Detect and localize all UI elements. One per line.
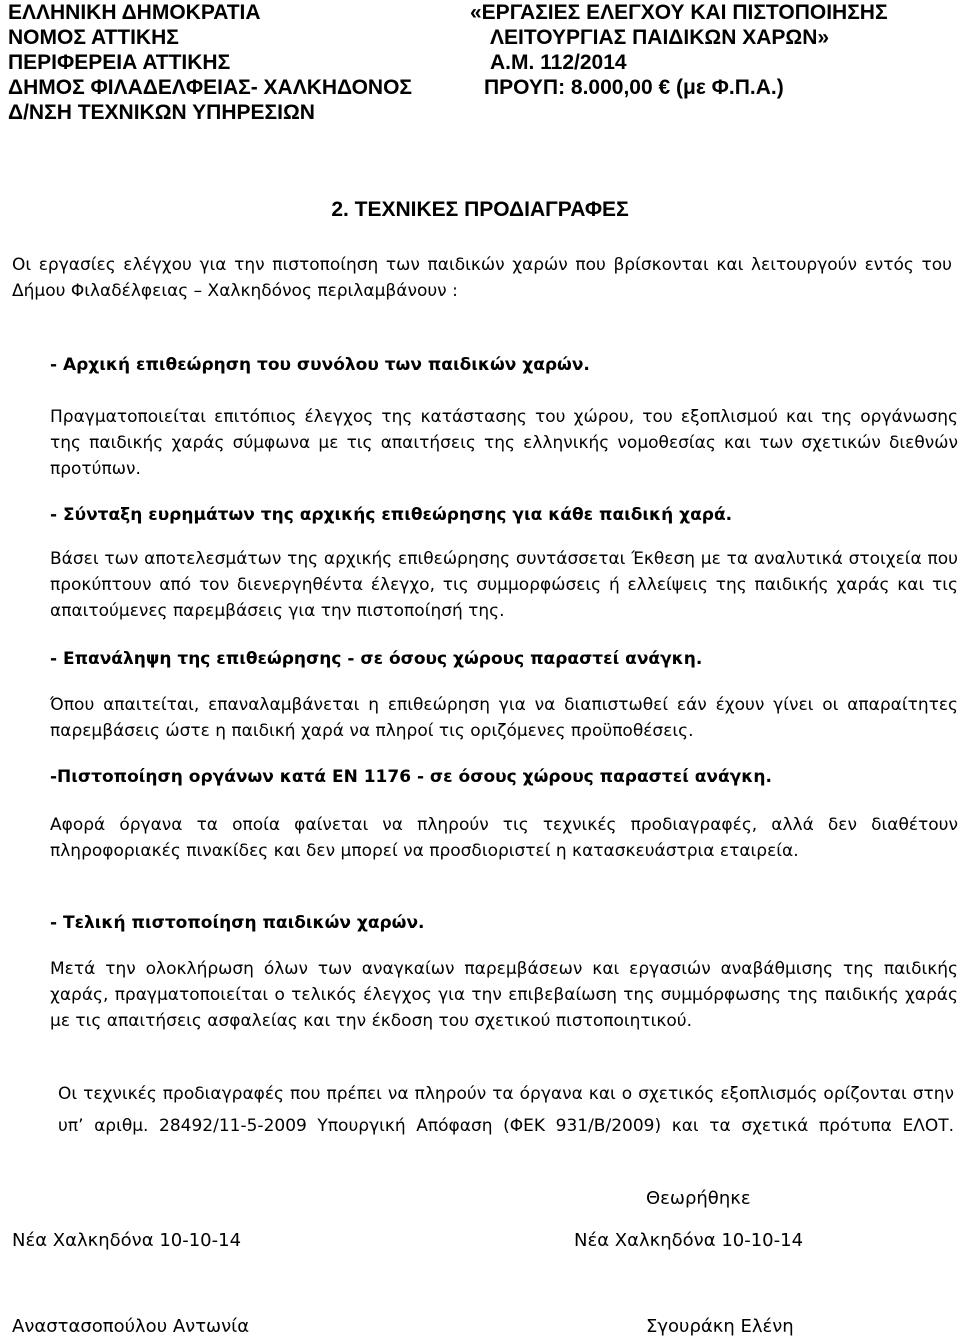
project-title-line-1: «ΕΡΓΑΣΙΕΣ ΕΛΕΓΧΟΥ ΚΑΙ ΠΙΣΤΟΠΟΙΗΣΗΣ (470, 1, 888, 24)
left-signature-date: Νέα Χαλκηδόνα 10-10-14 (12, 1230, 242, 1251)
issuer-block (8, 0, 412, 125)
item-heading: - Σύνταξη ευρημάτων της αρχικής επιθεώρησης για κάθε παιδική χαρά. (50, 505, 733, 525)
item-heading: - Τελική πιστοποίηση παιδικών χαρών. (50, 913, 425, 933)
municipality-line: ΔΗΜΟΣ ΦΙΛΑΔΕΛΦΕΙΑΣ- ΧΑΛΚΗΔΟΝΟΣ (8, 76, 413, 99)
right-signatory-name: Σγουράκη Ελένη (646, 1316, 794, 1337)
item-heading: - Επανάληψη της επιθεώρησης - σε όσους χώρους παραστεί ανάγκη. (50, 649, 703, 669)
left-signatory-name: Αναστασοπούλου Αντωνία (12, 1316, 250, 1337)
item-heading: -Πιστοποίηση οργάνων κατά ΕΝ 1176 - σε όσους χώρους παραστεί ανάγκη. (50, 767, 772, 787)
section-title: 2. ΤΕΧΝΙΚΕΣ ΠΡΟΔΙΑΓΡΑΦΕΣ (331, 198, 629, 221)
item-paragraph: Πραγματοποιείται επιτόπιος έλεγχος της κατάστασης του χώρου, του εξοπλισμού και της οργάνωσης της παιδικής χαράς σύμφωνα με τις απαιτήσεις της ελληνικής νομοθεσίας και των σχετικών διεθνών προτύπων. (50, 407, 958, 479)
project-number: Α.Μ. 112/2014 (490, 51, 627, 74)
closing-paragraph: Οι τεχνικές προδιαγραφές που πρέπει να πληρούν τα όργανα και ο σχετικός εξοπλισμός ορίζονται στην υπ’ αριθμ. 28492/11-5-2009 Υπουργική Απόφαση (ΦΕΚ 931/Β/2009) και τα σχετικά πρότυπα ΕΛΟΤ. (58, 1084, 954, 1136)
country-line: ΕΛΛΗΝΙΚΗ ΔΗΜΟΚΡΑΤΙΑ (8, 1, 261, 24)
prefecture-line: ΝΟΜΟΣ ΑΤΤΙΚΗΣ (8, 26, 179, 49)
item-paragraph: Αφορά όργανα τα οποία φαίνεται να πληρούν τις τεχνικές προδιαγραφές, αλλά δεν διαθέτουν πληροφοριακές πινακίδες και δεν μπορεί να προσδιοριστεί η κατασκευάστρια εταιρεία. (50, 815, 958, 861)
item-heading: - Αρχική επιθεώρηση του συνόλου των παιδικών χαρών. (50, 355, 590, 375)
item-paragraph: Μετά την ολοκλήρωση όλων των αναγκαίων παρεμβάσεων και εργασιών αναβάθμισης της παιδικής χαράς, πραγματοποιείται ο τελικός έλεγχος για την επιβεβαίωση της συμμόρφωσης της παιδικής χαράς με τις απαιτήσεις ασφαλείας και την έκδοση του σχετικού πιστοποιητικού. (50, 959, 958, 1031)
project-block (470, 0, 888, 100)
project-budget: ΠΡΟΥΠ: 8.000,00 € (με Φ.Π.Α.) (484, 76, 784, 99)
intro-paragraph: Οι εργασίες ελέγχου για την πιστοποίηση των παιδικών χαρών που βρίσκονται και λειτουργούν εντός του Δήμου Φιλαδέλφειας – Χαλκηδόνος περιλαμβάνουν : (12, 255, 952, 301)
project-title-line-2: ΛΕΙΤΟΥΡΓΙΑΣ ΠΑΙΔΙΚΩΝ ΧΑΡΩΝ» (490, 26, 830, 49)
item-paragraph: Όπου απαιτείται, επαναλαμβάνεται η επιθεώρηση για να διαπιστωθεί εάν έχουν γίνει οι απαραίτητες παρεμβάσεις ώστε η παιδική χαρά να πληροί τις οριζόμενες προϋποθέσεις. (50, 695, 958, 741)
region-line: ΠΕΡΙΦΕΡΕΙΑ ΑΤΤΙΚΗΣ (8, 51, 231, 74)
right-signature-date: Νέα Χαλκηδόνα 10-10-14 (574, 1230, 804, 1251)
department-line: Δ/ΝΣΗ ΤΕΧΝΙΚΩΝ ΥΠΗΡΕΣΙΩΝ (8, 101, 315, 124)
approval-label: Θεωρήθηκε (646, 1188, 751, 1209)
item-paragraph: Βάσει των αποτελεσμάτων της αρχικής επιθεώρησης συντάσσεται Έκθεση με τα αναλυτικά στοιχεία που προκύπτουν από τον διενεργηθέντα έλεγχο, τις συμμορφώσεις ή ελλείψεις της παιδικής χαράς και τις απαιτούμενες παρεμβάσεις για την πιστοποίησή της. (50, 549, 958, 621)
